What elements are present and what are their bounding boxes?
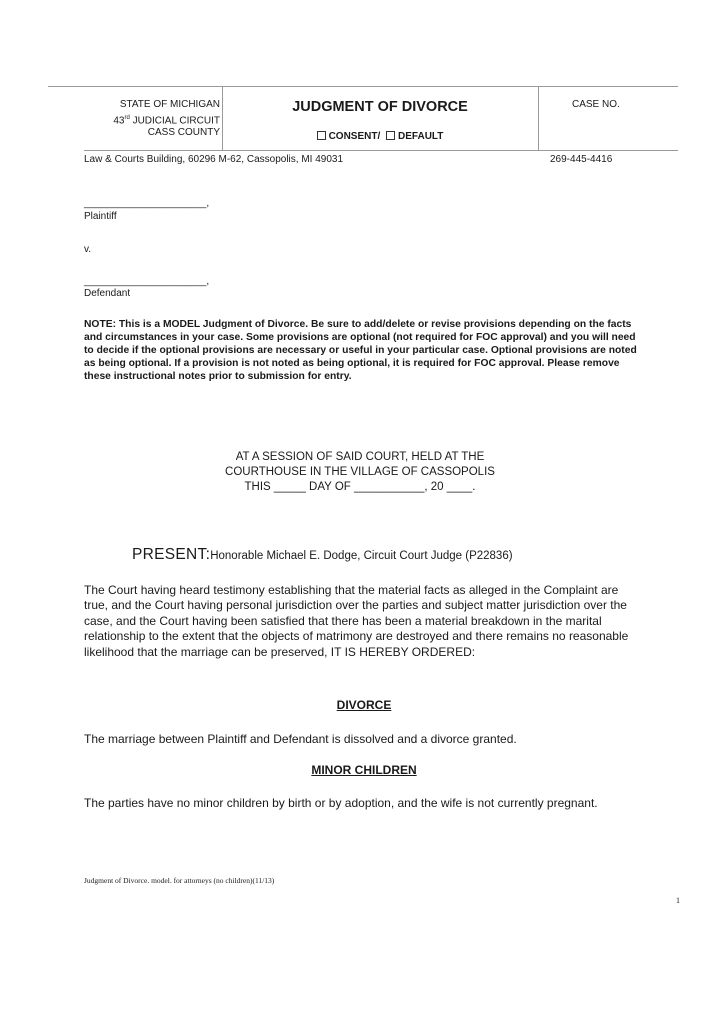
court-info: [84, 99, 220, 140]
header-bottom-rule: [84, 150, 678, 151]
footer-text: Judgment of Divorce. model. for attorneys (no children)(11/13): [84, 876, 275, 885]
minor-children-heading: MINOR CHILDREN: [311, 763, 417, 777]
court-address: Law & Courts Building, 60296 M-62, Cassopolis, MI 49031: [84, 154, 344, 165]
state-name: STATE OF MICHIGAN: [119, 99, 220, 110]
present-line: [132, 546, 513, 564]
judicial-circuit: 43rd JUDICIAL CIRCUIT: [113, 114, 220, 126]
defendant-label: Defendant: [84, 288, 131, 299]
defendant-blank: ______________________,: [84, 276, 210, 287]
session-line-2: COURTHOUSE IN THE VILLAGE OF CASSOPOLIS: [225, 466, 495, 478]
document-title: JUDGMENT OF DIVORCE: [292, 99, 468, 115]
present-label: PRESENT:: [132, 546, 211, 563]
default-checkbox[interactable]: [386, 131, 395, 140]
instructional-note: NOTE: This is a MODEL Judgment of Divorce. Be sure to add/delete or revise provisions depending on the facts and circumstances in your case. Some provisions are optional (not required for FOC approval) and you will need to decide if the optional provisions are necessary or useful in your particular case. Optional provisions are noted as being optional. If a provision is not noted as being optional, it is required for FOC approval. Please remove these instructional notes prior to submission for entry.: [84, 319, 637, 383]
session-line-3: THIS _____ DAY OF ___________, 20 ____.: [244, 481, 476, 493]
court-session: [150, 450, 570, 495]
divorce-heading: DIVORCE: [336, 698, 392, 712]
case-number-label: CASE NO.: [572, 99, 620, 110]
plaintiff-blank: ______________________,: [84, 198, 210, 209]
default-label: DEFAULT: [398, 131, 444, 142]
top-rule: [48, 86, 678, 87]
court-phone: 269-445-4416: [550, 154, 613, 165]
header-divider-right: [538, 87, 539, 150]
plaintiff-label: Plaintiff: [84, 211, 117, 222]
judge-name: Honorable Michael E. Dodge, Circuit Court Judge (P22836): [210, 550, 513, 562]
judgment-type-options: [222, 131, 538, 142]
session-line-1: AT A SESSION OF SAID COURT, HELD AT THE: [235, 451, 485, 463]
minor-children-text: The parties have no minor children by birth or by adoption, and the wife is not currently pregnant.: [84, 796, 598, 810]
page-number: 1: [676, 896, 680, 905]
consent-label: CONSENT/: [328, 131, 381, 142]
versus-label: v.: [84, 244, 92, 255]
county-name: CASS COUNTY: [147, 127, 220, 139]
consent-checkbox[interactable]: [317, 131, 326, 140]
divorce-text: The marriage between Plaintiff and Defendant is dissolved and a divorce granted.: [84, 732, 517, 746]
findings-paragraph: The Court having heard testimony establishing that the material facts as alleged in the Complaint are true, and the Court having personal jurisdiction over the parties and subject matter jurisdiction over the case, and the Court having been satisfied that there has been a material breakdown in the marital relationship to the extent that the objects of matrimony are destroyed and there remains no reasonable likelihood that the marriage can be preserved, IT IS HEREBY ORDERED:: [84, 583, 629, 659]
